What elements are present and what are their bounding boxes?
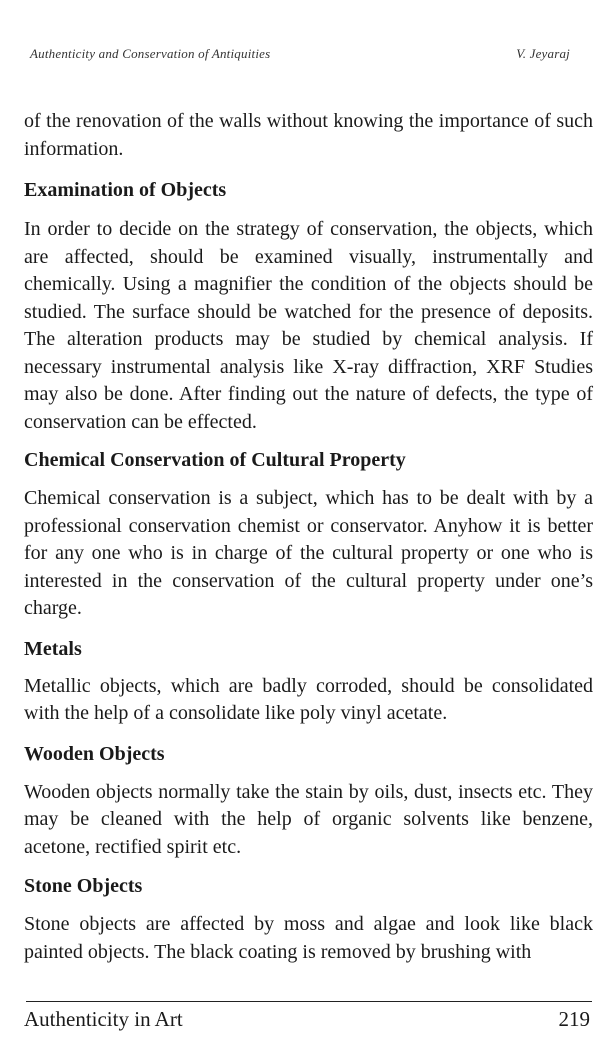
section-paragraph-wooden-objects: Wooden objects normally take the stain by oils, dust, insects etc. They may be cleaned with the help of organic solvents like benzene, acetone, rectified spirit etc.	[24, 780, 593, 858]
footer-divider	[26, 1001, 592, 1002]
section-heading-metals: Metals	[24, 637, 82, 660]
page-content	[24, 108, 593, 966]
section-heading-examination: Examination of Objects	[24, 179, 227, 201]
running-header-author: V. Jeyaraj	[516, 46, 570, 61]
section-paragraph-stone-objects: Stone objects are affected by moss and algae and look like black painted objects. The black coating is removed by brushing with	[24, 913, 593, 963]
section-paragraph-chemical-conservation: Chemical conservation is a subject, which has to be dealt with by a professional conservation chemist or conservator. Anyhow it is better for any one who is in charge of the cultural property or one who is interested in the conservation of the cultural property under one’s charge.	[24, 487, 593, 619]
footer-book-title: Authenticity in Art	[24, 1007, 183, 1031]
section-paragraph-examination: In order to decide on the strategy of conservation, the objects, which are affected, should be examined visually, instrumentally and chemically. Using a magnifier the condition of the objects should be studied. The surface should be watched for the presence of deposits. The alteration products may be studied by chemical analysis. If necessary instrumental analysis like X-ray diffraction, XRF Studies may also be done. After finding out the nature of defects, the type of conservation can be effected.	[24, 218, 593, 433]
page-footer	[24, 1007, 590, 1032]
running-header-title: Authenticity and Conservation of Antiquities	[30, 46, 271, 61]
section-heading-wooden-objects: Wooden Objects	[24, 742, 165, 765]
section-paragraph-metals: Metallic objects, which are badly corroded, should be consolidated with the help of a consolidate like poly vinyl acetate.	[24, 674, 593, 724]
section-heading-chemical-conservation: Chemical Conservation of Cultural Property	[24, 449, 406, 471]
intro-paragraph: of the renovation of the walls without knowing the importance of such information.	[24, 110, 593, 160]
section-heading-stone-objects: Stone Objects	[24, 875, 143, 897]
page-number: 219	[558, 1007, 590, 1031]
running-header	[30, 46, 570, 62]
